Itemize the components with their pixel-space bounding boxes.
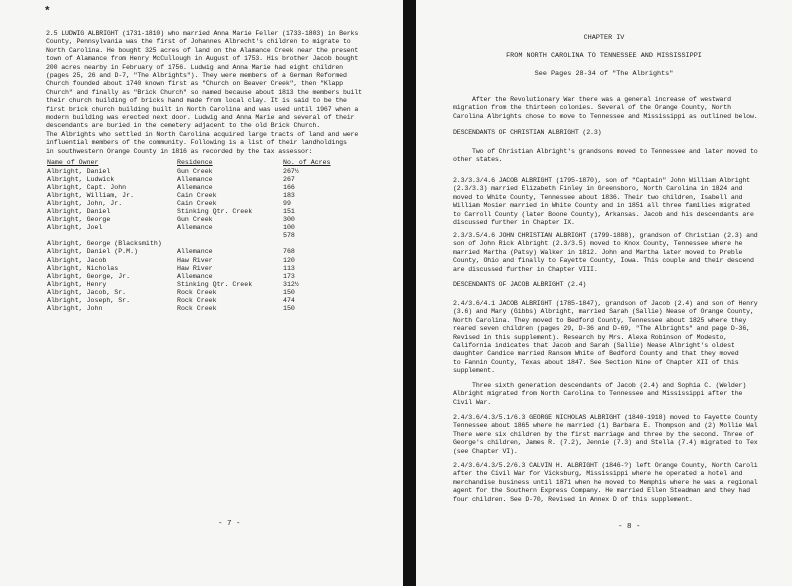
owner-cell: Albright, Capt. John (47, 184, 127, 192)
owner-cell: Albright, John, Jr. (47, 200, 123, 208)
table-header-row (47, 159, 343, 168)
acres-cell: 150 (283, 304, 295, 312)
table-row (47, 240, 343, 248)
text-line: (3.6) and Mary (Gibbs) Albright, married Sarah (Sallie) Nease of Orange County, (453, 308, 754, 316)
text-line: 2.5 LUDWIG ALBRIGHT (1731-1810) who married Anna Marie Feller (1733-1803) in Berks (46, 30, 359, 37)
see-pages-note: See Pages 28-34 of "The Albrights" (534, 70, 674, 78)
residence-cell: Allemance (177, 176, 213, 184)
table-row (47, 200, 343, 208)
residence-cell: Stinking Qtr. Creek (177, 280, 253, 288)
text-line: town of Alamance from Henry McCullough in August of 1753. His brother Jacob bought (46, 55, 359, 63)
residence-cell: Allemance (177, 272, 213, 280)
jacob-heading: DESCENDANTS OF JACOB ALBRIGHT (2.4) (453, 281, 587, 288)
text-line: California indicates that Jacob and Sarah (Sallie) Nease Albright's oldest (453, 342, 735, 350)
text-line: There were six children by the first marriage and three by the second. Three of (453, 430, 754, 438)
george-nicholas-paragraph (453, 414, 758, 456)
owner-cell: Albright, John (47, 304, 103, 312)
owner-cell: Albright, George (47, 216, 111, 224)
text-line: William Mosier married in White County and in 1851 all three families migrated (453, 202, 750, 210)
text-line: 2.4/3.6/4.1 JACOB ALBRIGHT (1785-1847), grandson of Jacob (2.4) and son of Henry (453, 300, 758, 307)
text-line: influential members of the community. Following is a list of their landholdings (46, 139, 347, 147)
text-line: North Carolina. He bought 325 acres of land on the Alamance Creek near the present (46, 46, 359, 54)
text-line: after the Civil War for Vicksburg, Mississippi where he operated a hotel and (453, 470, 743, 478)
text-line: North Carolina. They moved to Bedford County, Tennessee about 1825 where they (453, 316, 747, 324)
table-row (47, 224, 343, 232)
table-row (47, 168, 343, 176)
text-line: Church founded about 1740 known first as "Church on Beaver Creek", then "Klapp (46, 80, 343, 88)
owner-cell: Albright, Ludwick (47, 176, 115, 184)
book-gutter (403, 0, 416, 586)
table-row (47, 176, 343, 184)
page-number-right: - 8 - (618, 523, 641, 531)
residence-cell: Gun Creek (177, 216, 213, 224)
text-line: 200 acres nearby in February of 1756. Ludwig and Anna Marie had eight children (46, 63, 343, 71)
table-row (47, 281, 343, 289)
text-line: migration from the thirteen colonies. Several of the Orange County, North (453, 104, 731, 112)
acres-cell: 173 (283, 272, 295, 280)
acres-cell (283, 240, 343, 248)
table-row (47, 297, 343, 305)
text-line: Albright migrated from North Carolina to Tennessee and Mississippi after the (453, 390, 743, 398)
residence-cell: Haw River (177, 256, 213, 264)
text-line: are discussed further in Chapter VIII. (453, 265, 598, 273)
table-row (47, 232, 343, 240)
chapter-heading: CHAPTER IV (583, 34, 625, 42)
text-line: discussed further in Chapter IX. (453, 219, 575, 227)
text-line: son of John Rick Albright (2.3/3.5) moved to Knox County, Tennessee where he (453, 240, 743, 248)
text-line: Three sixth generation descendants of Jacob (2.4) and Sophia C. (Welder) (453, 382, 747, 389)
text-line: four children. See D-70, Revised in Annex D of this supplement. (453, 495, 693, 503)
acres-cell: 113 (283, 264, 295, 272)
residence-cell: Allemance (177, 248, 213, 256)
acres-cell: 166 (283, 184, 295, 192)
table-row (47, 216, 343, 224)
table-row (47, 289, 343, 297)
christian-heading: DESCENDANTS OF CHRISTIAN ALBRIGHT (2.3) (453, 129, 602, 136)
text-line: 2.3/3.5/4.6 JOHN CHRISTIAN ALBRIGHT (1799-1888), grandson of Christian (2.3) and (453, 232, 758, 239)
right-page (416, 0, 792, 586)
owner-cell (47, 232, 177, 240)
text-line: married Martha (Patsy) Walker in 1812. John and Martha later moved to Preble (453, 248, 743, 256)
owner-cell: Albright, George (Blacksmith) (47, 240, 162, 248)
owner-cell: Albright, Henry (47, 280, 107, 288)
owner-cell: Albright, Joel (47, 224, 103, 232)
text-line: to Fannin County, Texas about 1847. See Section Nine of Chapter XII of this (453, 358, 739, 366)
landholdings-table (47, 159, 343, 313)
text-line: merchandise business until 1871 when he moved to Memphis where he was a regional (453, 478, 758, 486)
acres-cell: 150 (283, 288, 295, 296)
acres-cell: 474 (283, 296, 295, 304)
residence-cell: Rock Creek (177, 288, 217, 296)
table-row (47, 248, 343, 256)
text-line: 2.3/3.3/4.6 JACOB ALBRIGHT (1795-1870), son of "Captain" John William Albright (453, 177, 750, 184)
table-row (47, 265, 343, 273)
text-line: first brick church building built in North Carolina and was used until 1967 when a (46, 105, 359, 113)
table-row (47, 184, 343, 192)
header-acres: No. of Acres (283, 159, 331, 166)
text-line: Civil War. (453, 398, 492, 406)
text-line: Tennessee about 1865 where he married (1) Barbara E. Thompson and (2) Mollie Wal (453, 422, 758, 430)
landholdings-intro (46, 131, 358, 156)
owner-cell: Albright, Jacob, Sr. (47, 288, 127, 296)
sixth-generation-paragraph (453, 382, 746, 407)
text-line: modern building was erected next door. Ludwig and Anna Marie and several of their (46, 114, 355, 122)
table-row (47, 208, 343, 216)
text-line: (see Chapter VI). (453, 447, 518, 455)
text-line: County, Pennsylvania was the first of Johannes Albrecht's children to migrate to (46, 38, 351, 46)
table-row (47, 305, 343, 313)
text-line: descendants are buried in the cemetery adjacent to the old Brick Church. (46, 122, 321, 130)
residence-cell (177, 232, 283, 240)
table-row (47, 257, 343, 265)
owner-cell: Albright, Daniel (P.M.) (47, 248, 139, 256)
text-line: After the Revolutionary War there was a general increase of westward (453, 96, 731, 103)
text-line: supplement. (453, 367, 495, 375)
acres-cell: 99 (283, 200, 291, 208)
residence-cell: Allemance (177, 224, 213, 232)
residence-cell: Haw River (177, 264, 213, 272)
chapter-title: FROM NORTH CAROLINA TO TENNESSEE AND MISSISSIPPI (506, 52, 702, 60)
owner-cell: Albright, George, Jr. (47, 272, 131, 280)
residence-cell: Gun Creek (177, 168, 213, 175)
text-line: George's children, James R. (7.2), Jennie (7.3) and Stella (7.4) migrated to Tex (453, 439, 758, 447)
table-row (47, 273, 343, 281)
residence-cell (177, 240, 283, 248)
acres-cell: 768 (283, 248, 295, 256)
owner-cell: Albright, Joseph, Sr. (47, 296, 131, 304)
residence-cell: Stinking Qtr. Creek (177, 208, 253, 216)
owner-cell: Albright, Daniel (47, 168, 111, 175)
text-line: Revised in this supplement). Research by Mrs. Alexa Robinson of Modesto, (453, 333, 728, 341)
owner-cell: Albright, Daniel (47, 208, 111, 216)
ludwig-paragraph (46, 30, 362, 131)
residence-cell: Cain Creek (177, 200, 217, 208)
text-line: agent for the Southern Express Company. He married Ellen Steadman and they had (453, 487, 750, 495)
acres-cell: 300 (283, 216, 295, 224)
text-line: reared seven children (pages 29, D-36 and D-69, "The Albrights" and page D-36, (453, 325, 750, 333)
text-line: in southwestern Orange County in 1816 as recorded by the tax assessor: (46, 147, 313, 155)
calvin-paragraph (453, 462, 758, 504)
text-line: The Albrights who settled in North Carolina acquired large tracts of land and were (46, 131, 359, 138)
text-line: County, Ohio and finally to Fayette County, Iowa. This couple and their descend (453, 257, 754, 265)
residence-cell: Rock Creek (177, 296, 217, 304)
jacob-1795-paragraph (453, 177, 754, 227)
residence-cell: Cain Creek (177, 192, 217, 200)
acres-cell: 183 (283, 192, 295, 200)
john-christian-paragraph (453, 232, 758, 274)
residence-cell: Allemance (177, 184, 213, 192)
christian-paragraph (453, 148, 758, 165)
header-residence: Residence (177, 159, 213, 166)
residence-cell: Rock Creek (177, 304, 217, 312)
text-line: their church building of bricks hand made from local clay. It is said to be the (46, 97, 347, 105)
page-number-left: - 7 - (218, 520, 241, 528)
text-line: (2.3/3.3) married Elizabeth Finley in Greensboro, North Carolina in 1824 and (453, 185, 743, 193)
owner-cell: Albright, Jacob (47, 256, 107, 264)
asterisk-mark: * (44, 6, 51, 18)
jacob-1785-paragraph (453, 300, 758, 376)
text-line: moved to White County, Tennessee about 1836. Their two children, Isabell and (453, 193, 743, 201)
acres-cell: 267 (283, 176, 295, 184)
text-line: (pages 25, 26 and D-7, "The Albrights"). They were members of a German Reformed (46, 72, 347, 80)
acres-cell: 267½ (283, 168, 299, 175)
text-line: Church" and finally as "Brick Church" so named because about 1813 the members built (46, 88, 362, 96)
owner-cell: Albright, Nicholas (47, 264, 119, 272)
text-line: Carolina Albrights chose to move to Tennessee and Mississippi as outlined below. (453, 112, 758, 120)
intro-paragraph (453, 96, 758, 121)
text-line: to Carroll County (later Boone County), Arkansas. Jacob and his descendants are (453, 210, 754, 218)
owner-cell: Albright, William, Jr. (47, 192, 135, 200)
header-owner: Name of Owner (47, 159, 99, 166)
acres-cell: 151 (283, 208, 295, 216)
acres-cell: 578 (283, 232, 295, 240)
table-row (47, 192, 343, 200)
text-line: 2.4/3.6/4.3/5.2/6.3 CALVIN H. ALBRIGHT (1846-?) left Orange County, North Caroli (453, 462, 758, 469)
acres-cell: 312½ (283, 280, 299, 288)
text-line: other states. (453, 156, 503, 164)
text-line: 2.4/3.6/4.3/5.1/6.3 GEORGE NICHOLAS ALBRIGHT (1840-1918) moved to Fayette County (453, 414, 758, 421)
acres-cell: 100 (283, 224, 295, 232)
acres-cell: 120 (283, 256, 295, 264)
text-line: Two of Christian Albright's grandsons moved to Tennessee and later moved to (453, 148, 758, 155)
text-line: daughter Candice married Ransom White of Bedford County and that they moved (453, 350, 739, 358)
